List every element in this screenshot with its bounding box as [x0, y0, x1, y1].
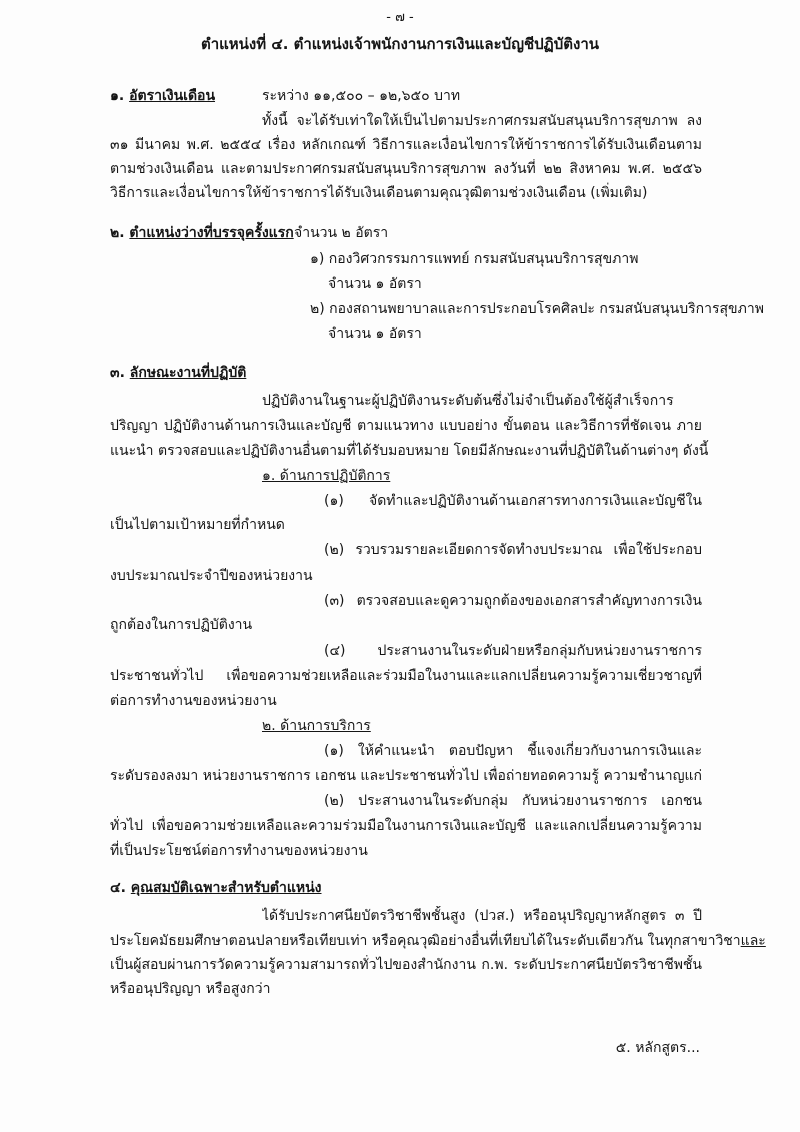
para-line-with-and — [110, 931, 766, 951]
item-line: ถูกต้องในการปฏิบัติงาน — [110, 617, 253, 633]
item-line: เป็นไปตามเป้าหมายที่กำหนด — [110, 517, 285, 533]
item-line: ต่อการทำงานของหน่วยงาน — [110, 693, 277, 709]
unit-count: จำนวน ๑ อัตรา — [328, 326, 422, 342]
item-line: ระดับรองลงมา หน่วยงานราชการ เอกชน และประชาชนทั่วไป เพื่อถ่ายทอดความรู้ ความชำนาญแก่ — [110, 768, 702, 784]
item-line: ทั่วไป เพื่อขอความช่วยเหลือและความร่วมมือในงานการเงินและบัญชี และแลกเปลี่ยนความรู้ความ — [110, 818, 702, 834]
para-line: ปฏิบัติงานในฐานะผู้ปฏิบัติงานระดับต้นซึ่งไม่จำเป็นต้องใช้ผู้สำเร็จการ — [262, 393, 674, 409]
item-line: (๑) ให้คำแนะนำ ตอบปัญหา ชี้แจงเกี่ยวกับงานการเงินและ — [324, 743, 702, 759]
section4-heading — [110, 878, 322, 898]
para-line: ทั้งนี้ จะได้รับเท่าใดให้เป็นไปตามประกาศกรมสนับสนุนบริการสุขภาพ ลง — [262, 113, 702, 129]
subheading-services: ๒. ด้านการบริการ — [262, 718, 371, 734]
item-line: (๔) ประสานงานในระดับฝ่ายหรือกลุ่มกับหน่วยงานราชการ — [324, 643, 702, 659]
unit-name: ๑) กองวิศวกรรมการแพทย์ กรมสนับสนุนบริการสุขภาพ — [310, 251, 639, 267]
section-number: ๔. — [110, 880, 126, 896]
item-line: (๓) ตรวจสอบและดูความถูกต้องของเอกสารสำคัญทางการเงิน — [324, 593, 702, 609]
section-label: คุณสมบัติเฉพาะสำหรับตำแหน่ง — [130, 880, 322, 896]
section-number: ๑. — [110, 88, 125, 104]
section3-heading — [110, 363, 246, 383]
section-number: ๒. — [110, 225, 125, 241]
item-line: งบประมาณประจำปีของหน่วยงาน — [110, 568, 313, 584]
para-line: เป็นผู้สอบผ่านการวัดความรู้ความสามารถทั่วไปของสำนักงาน ก.พ. ระดับประกาศนียบัตรวิชาชีพชั้น — [110, 957, 702, 973]
page-title: ตำแหน่งที่ ๔. ตำแหน่งเจ้าพนักงานการเงินและบัญชีปฏิบัติงาน — [200, 35, 600, 53]
unit-name: ๒) กองสถานพยาบาลและการประกอบโรคศิลปะ กรมสนับสนุนบริการสุขภาพ — [310, 301, 764, 317]
section1-heading — [110, 86, 215, 106]
para-line: ประโยคมัธยมศึกษาตอนปลายหรือเทียบเท่า หรือคุณวุฒิอย่างอื่นที่เทียบได้ในระดับเดียวกัน ในทุกสาขาวิชา — [110, 933, 741, 949]
unit-count: จำนวน ๑ อัตรา — [328, 276, 422, 292]
item-line: (๒) รวบรวมรายละเอียดการจัดทำงบประมาณ เพื่อใช้ประกอบ — [324, 542, 702, 558]
para-line: ๓๑ มีนาคม พ.ศ. ๒๕๕๔ เรื่อง หลักเกณฑ์ วิธีการและเงื่อนไขการให้ข้าราชการได้รับเงินเดือนตาม — [110, 137, 702, 153]
section2-heading — [110, 223, 294, 243]
para-line: ตามช่วงเงินเดือน และตามประกาศกรมสนับสนุนบริการสุขภาพ ลงวันที่ ๒๒ สิงหาคม พ.ศ. ๒๕๕๖ — [110, 161, 702, 177]
item-line: (๒) ประสานงานในระดับกลุ่ม กับหน่วยงานราชการ เอกชน — [324, 793, 702, 809]
continued-footer: ๕. หลักสูตร... — [615, 1040, 700, 1056]
item-line: (๑) จัดทำและปฏิบัติงานด้านเอกสารทางการเงินและบัญชีใน — [324, 493, 702, 509]
section-number: ๓. — [110, 365, 125, 381]
item-line: ที่เป็นประโยชน์ต่อการทำงานของหน่วยงาน — [110, 843, 368, 859]
para-line: แนะนำ ตรวจสอบและปฏิบัติงานอื่นตามที่ได้รับมอบหมาย โดยมีลักษณะงานที่ปฏิบัติในด้านต่างๆ ดังนี้ — [110, 443, 709, 459]
para-line: หรืออนุปริญญา หรือสูงกว่า — [110, 981, 271, 997]
salary-range: ระหว่าง ๑๑,๕๐๐ – ๑๒,๖๕๐ บาท — [262, 88, 461, 104]
vacancy-total: จำนวน ๒ อัตรา — [294, 225, 389, 241]
item-line: ประชาชนทั่วไป เพื่อขอความช่วยเหลือและร่วมมือในงานและแลกเปลี่ยนความรู้ความเชี่ยวชาญที่ — [110, 668, 702, 684]
section-label: ลักษณะงานที่ปฏิบัติ — [129, 365, 247, 381]
underlined-and: และ — [740, 933, 766, 949]
section-label: ตำแหน่งว่างที่บรรจุครั้งแรก — [129, 225, 294, 241]
page-number: - ๗ - — [386, 10, 414, 25]
para-line: วิธีการและเงื่อนไขการให้ข้าราชการได้รับเงินเดือนตามคุณวุฒิตามช่วงเงินเดือน (เพิ่มเติม) — [110, 185, 648, 201]
para-line: ได้รับประกาศนียบัตรวิชาชีพชั้นสูง (ปวส.) หรืออนุปริญญาหลักสูตร ๓ ปี — [262, 908, 702, 924]
para-line: ปริญญา ปฏิบัติงานด้านการเงินและบัญชี ตามแนวทาง แบบอย่าง ขั้นตอน และวิธีการที่ชัดเจน ภาย — [110, 418, 702, 434]
section-label: อัตราเงินเดือน — [129, 88, 216, 104]
subheading-operations: ๑. ด้านการปฏิบัติการ — [262, 468, 391, 484]
